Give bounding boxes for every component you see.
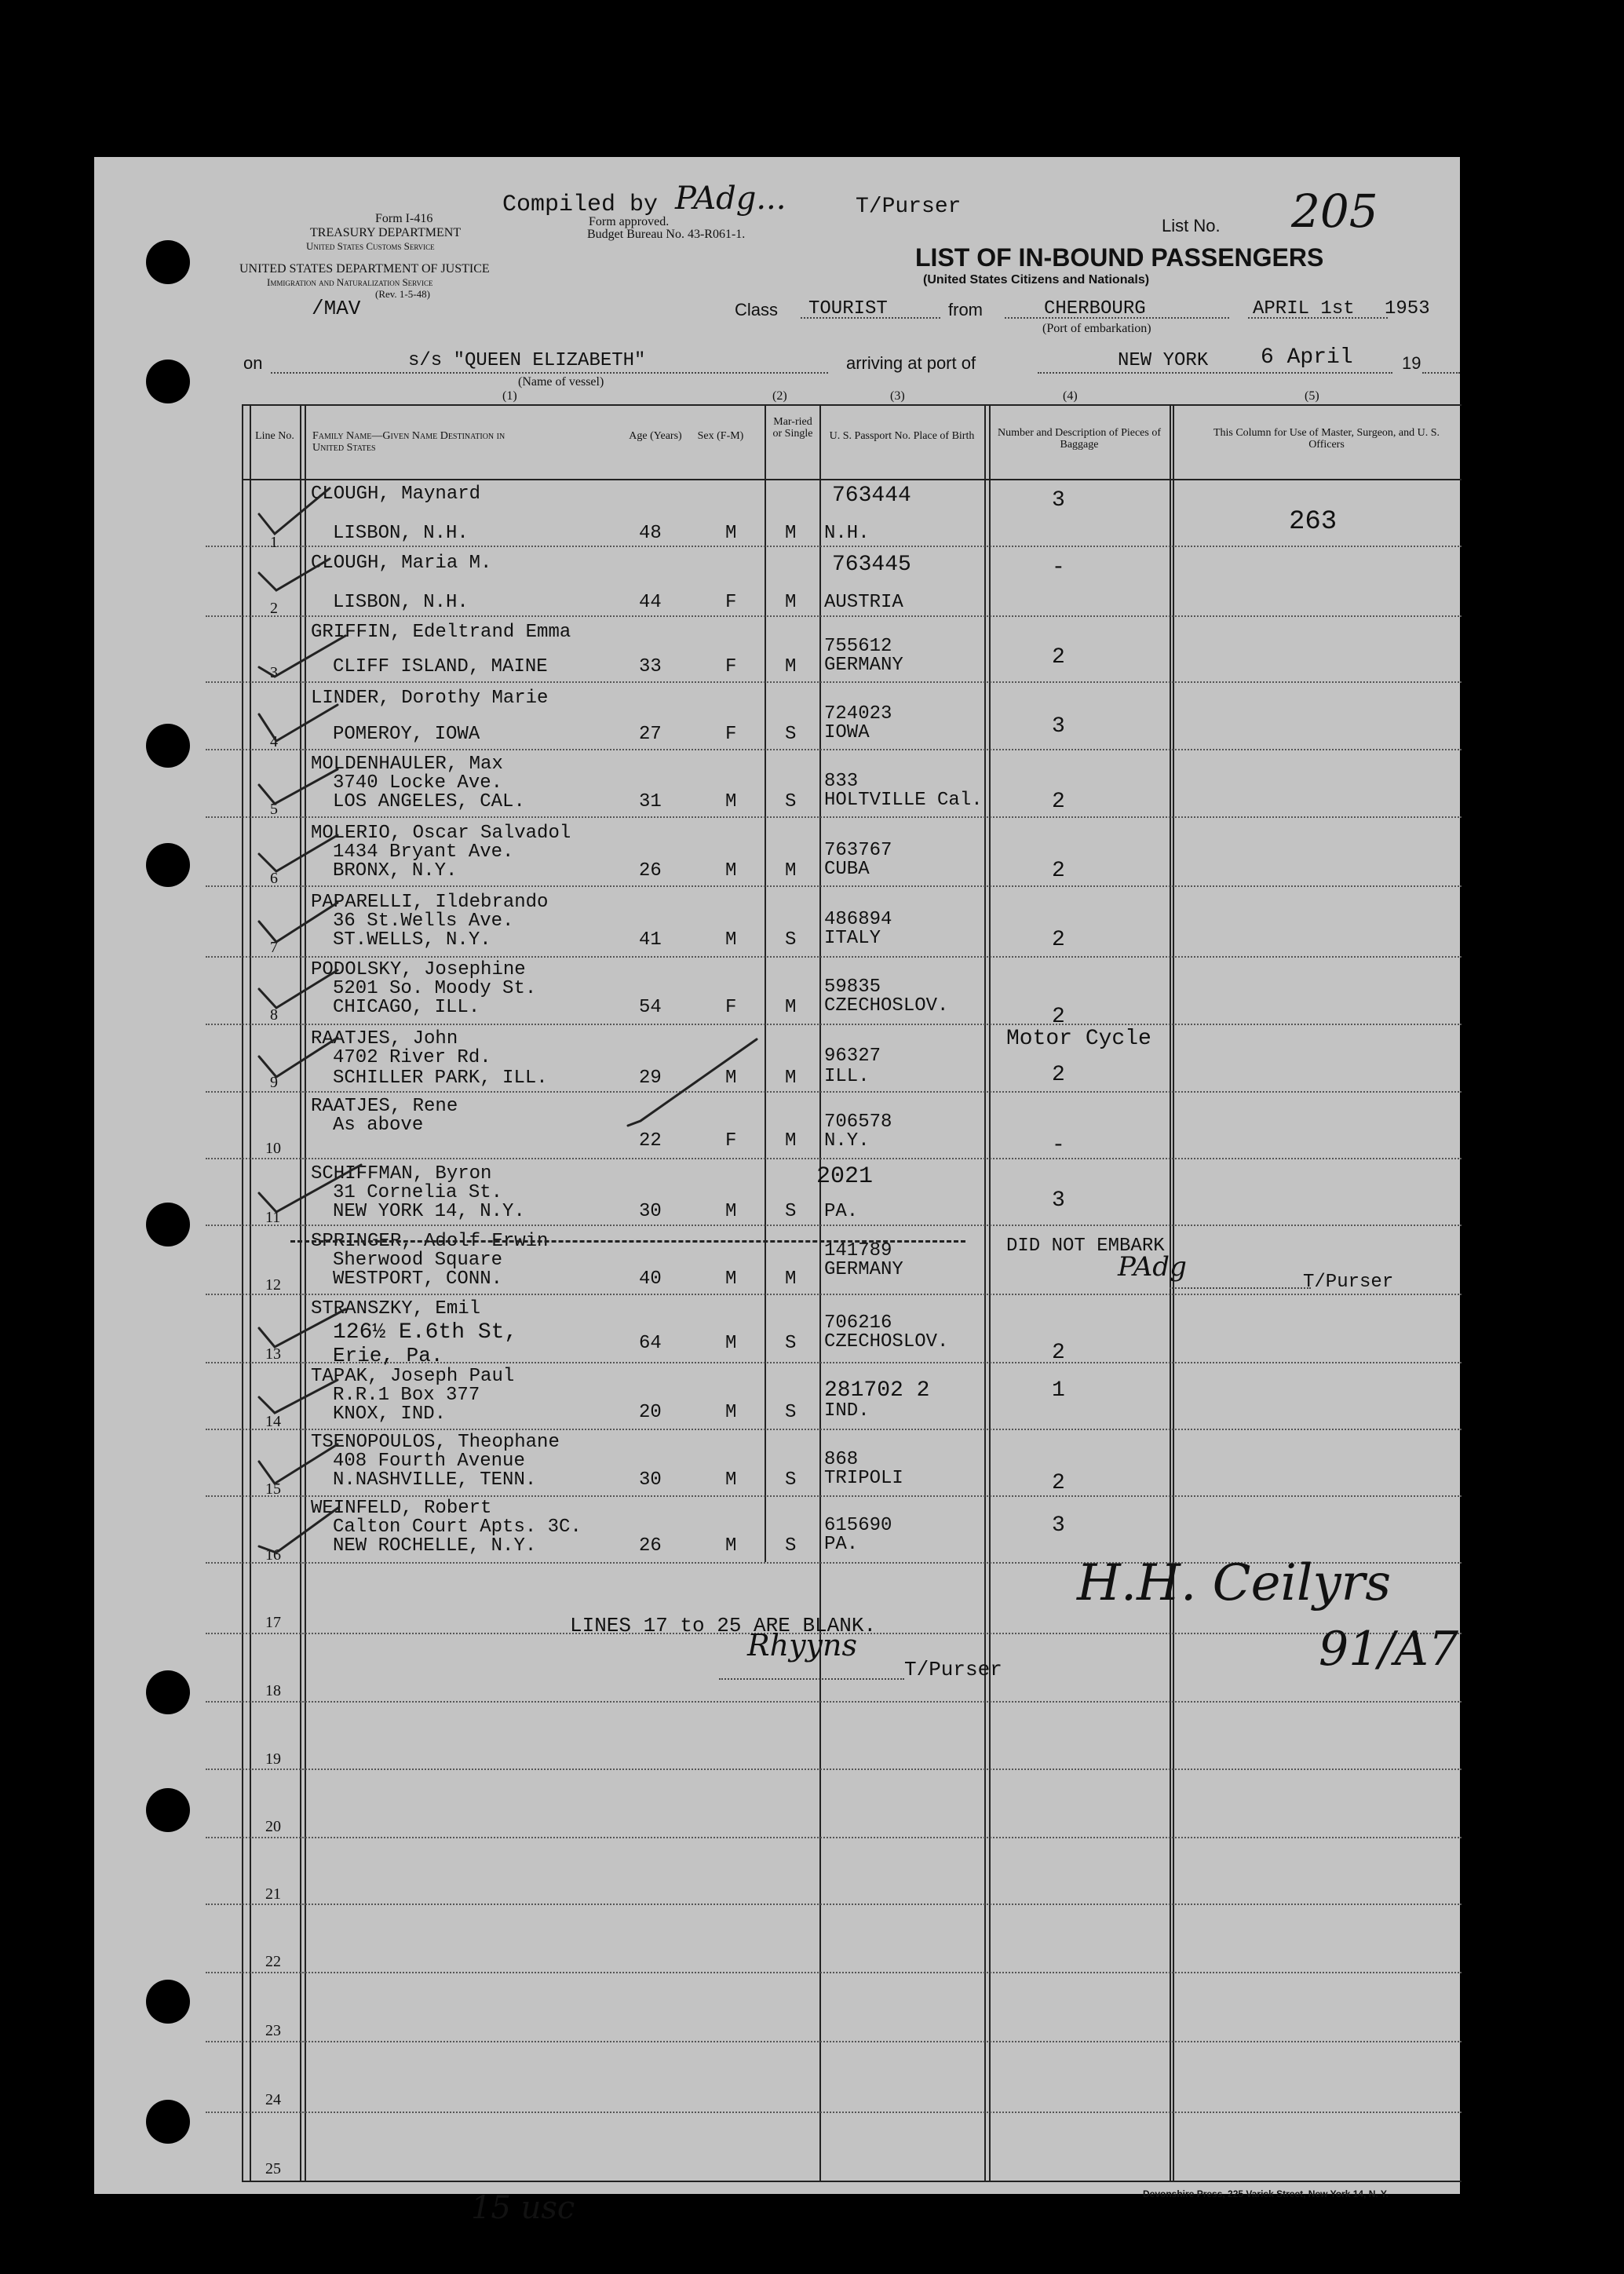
check-mark bbox=[259, 970, 338, 1008]
passenger-name: LINDER, Dorothy Marie bbox=[311, 688, 549, 709]
passenger-age: 29 bbox=[639, 1068, 662, 1089]
passenger-address: Sherwood Square bbox=[333, 1250, 503, 1271]
officer-handwritten-note: 91/A7 bbox=[1319, 1622, 1459, 1677]
form-subtitle: (United States Citizens and Nationals) bbox=[923, 273, 1150, 287]
passenger-destination: N.NASHVILLE, TENN. bbox=[333, 1469, 537, 1491]
passenger-address: 36 St.Wells Ave. bbox=[333, 911, 514, 932]
passenger-sex: M bbox=[725, 1535, 737, 1557]
line-number: 25 bbox=[265, 2160, 281, 2177]
place-of-birth: GERMANY bbox=[824, 1259, 903, 1280]
place-of-birth: TRIPOLI bbox=[824, 1468, 903, 1489]
passport-number: 868 bbox=[824, 1449, 859, 1470]
passenger-destination: LISBON, N.H. bbox=[333, 592, 469, 613]
line-number: 6 bbox=[270, 870, 278, 887]
list-no-label: List No. bbox=[1162, 216, 1221, 235]
line-number: 10 bbox=[265, 1140, 281, 1157]
passenger-sex: M bbox=[725, 1333, 737, 1354]
passenger-sex: F bbox=[725, 724, 737, 745]
arrival-year-prefix: 19 bbox=[1402, 353, 1421, 373]
passenger-destination: KNOX, IND. bbox=[333, 1403, 447, 1425]
baggage: 1 bbox=[1052, 1378, 1065, 1403]
baggage: 2 bbox=[1052, 859, 1065, 883]
col-number-4: (4) bbox=[1063, 389, 1078, 403]
compiled-signature: PAdg... bbox=[675, 181, 786, 217]
passenger-age: 26 bbox=[639, 860, 662, 881]
passenger-marital: M bbox=[785, 1268, 797, 1290]
passenger-destination: NEW YORK 14, N.Y. bbox=[333, 1201, 525, 1222]
purser-title: T/Purser bbox=[1303, 1272, 1394, 1293]
place-of-birth: IND. bbox=[824, 1400, 870, 1422]
passenger-address: R.R.1 Box 377 bbox=[333, 1385, 480, 1406]
line-number: 20 bbox=[265, 1818, 281, 1835]
departure-date: APRIL 1st bbox=[1253, 298, 1355, 319]
class-label: Class bbox=[735, 300, 779, 319]
passenger-sex: M bbox=[725, 1402, 737, 1423]
passenger-name: WEINFELD, Robert bbox=[311, 1498, 492, 1519]
passenger-marital: M bbox=[785, 523, 797, 544]
passenger-address: 3740 Locke Ave. bbox=[333, 772, 503, 794]
passenger-age: 27 bbox=[639, 724, 662, 745]
passenger-destination: Erie, Pa. bbox=[333, 1344, 443, 1367]
col-header-line: Line No. bbox=[255, 430, 294, 442]
place-of-birth: ILL. bbox=[824, 1066, 870, 1087]
check-mark bbox=[259, 769, 338, 804]
passenger-age: 33 bbox=[639, 656, 662, 677]
passenger-age: 26 bbox=[639, 1535, 662, 1557]
passenger-sex: M bbox=[725, 929, 737, 951]
col-header-age: Age (Years) bbox=[629, 430, 682, 442]
passenger-sex: F bbox=[725, 1130, 737, 1152]
line-number: 16 bbox=[265, 1546, 281, 1564]
check-mark bbox=[259, 559, 330, 590]
passenger-age: 31 bbox=[639, 791, 662, 812]
line-number: 22 bbox=[265, 1953, 281, 1970]
check-mark bbox=[259, 488, 330, 534]
line-number: 19 bbox=[265, 1750, 281, 1768]
check-mark bbox=[259, 1309, 345, 1347]
baggage: 2 bbox=[1052, 928, 1065, 952]
baggage: 2 bbox=[1052, 1341, 1065, 1365]
passenger-age: 30 bbox=[639, 1469, 662, 1491]
line-number: 13 bbox=[265, 1345, 281, 1363]
dept-customs: United States Customs Service bbox=[306, 240, 435, 252]
line-number: 4 bbox=[270, 733, 278, 750]
check-mark bbox=[259, 1038, 338, 1077]
baggage: 2 bbox=[1052, 1063, 1065, 1087]
passport-number: 59835 bbox=[824, 976, 881, 998]
passenger-sex: M bbox=[725, 1268, 737, 1290]
place-of-birth: CZECHOSLOV. bbox=[824, 1331, 949, 1352]
port-embark-note: (Port of embarkation) bbox=[1042, 322, 1151, 335]
passport-number: 141789 bbox=[824, 1240, 892, 1261]
passenger-name: TAPAK, Joseph Paul bbox=[311, 1366, 515, 1387]
passenger-marital: S bbox=[785, 1469, 797, 1491]
baggage: - bbox=[1052, 556, 1065, 580]
passport-number: 96327 bbox=[824, 1046, 881, 1067]
line-number: 24 bbox=[265, 2091, 281, 2108]
baggage: 2 bbox=[1052, 790, 1065, 814]
line-number: 2 bbox=[270, 600, 278, 617]
passenger-age: 41 bbox=[639, 929, 662, 951]
check-mark bbox=[259, 636, 345, 677]
passenger-name: MOLERIO, Oscar Salvadol bbox=[311, 823, 571, 844]
arrival-date: 6 April bbox=[1261, 345, 1353, 370]
passenger-name: PODOLSKY, Josephine bbox=[311, 959, 526, 980]
line-number: 9 bbox=[270, 1074, 278, 1091]
col-header-baggage: Number and Description of Pieces of Baggage bbox=[998, 427, 1161, 451]
form-number: Form I-416 bbox=[375, 212, 433, 225]
passenger-marital: S bbox=[785, 1333, 797, 1354]
passenger-destination: CLIFF ISLAND, MAINE bbox=[333, 656, 548, 677]
did-not-embark: DID NOT EMBARK bbox=[1006, 1236, 1165, 1257]
purser-initials: PAdg bbox=[1118, 1251, 1187, 1283]
place-of-birth: ITALY bbox=[824, 928, 881, 949]
passenger-name: GRIFFIN, Edeltrand Emma bbox=[311, 622, 571, 643]
arriving-label: arriving at port of bbox=[846, 353, 976, 373]
passenger-age: 64 bbox=[639, 1333, 662, 1354]
passenger-destination: ST.WELLS, N.Y. bbox=[333, 929, 491, 951]
passenger-name: SPRINGER, Adolf Erwin bbox=[311, 1231, 549, 1252]
place-of-birth: CZECHOSLOV. bbox=[824, 995, 949, 1017]
line-number: 5 bbox=[270, 801, 278, 818]
baggage: 3 bbox=[1052, 1188, 1065, 1213]
passenger-age: 48 bbox=[639, 523, 662, 544]
passport-number: 763444 bbox=[832, 484, 911, 508]
col-header-name: Family Name—Given Name Destination in United States bbox=[312, 430, 505, 454]
passenger-address: 126½ E.6th St, bbox=[333, 1320, 518, 1345]
line-number: 17 bbox=[265, 1614, 281, 1631]
passenger-sex: M bbox=[725, 1068, 737, 1089]
passenger-name: PAPARELLI, Ildebrando bbox=[311, 892, 549, 913]
passenger-address: As above bbox=[333, 1115, 424, 1136]
place-of-birth: N.Y. bbox=[824, 1130, 870, 1152]
passenger-marital: S bbox=[785, 929, 797, 951]
passport-number: 281702 2 bbox=[824, 1378, 930, 1403]
passenger-name: TSENOPOULOS, Theophane bbox=[311, 1432, 560, 1453]
passenger-name: SCHIFFMAN, Byron bbox=[311, 1163, 492, 1184]
passenger-marital: S bbox=[785, 1535, 797, 1557]
check-mark bbox=[259, 1507, 339, 1553]
on-label: on bbox=[243, 353, 263, 373]
baggage: 2 bbox=[1052, 1471, 1065, 1495]
passenger-age: 44 bbox=[639, 592, 662, 613]
passenger-destination: NEW ROCHELLE, N.Y. bbox=[333, 1535, 537, 1557]
passenger-marital: S bbox=[785, 724, 797, 745]
passenger-sex: F bbox=[725, 592, 737, 613]
col-header-officers: This Column for Use of Master, Surgeon, and U. S. Officers bbox=[1213, 427, 1440, 451]
passenger-destination: SCHILLER PARK, ILL. bbox=[333, 1068, 548, 1089]
line-number: 21 bbox=[265, 1885, 281, 1903]
passenger-marital: M bbox=[785, 997, 797, 1018]
form-title: LIST OF IN-BOUND PASSENGERS bbox=[915, 243, 1324, 272]
baggage: 2 bbox=[1052, 645, 1065, 670]
passenger-age: 30 bbox=[639, 1201, 662, 1222]
line-number: 7 bbox=[270, 939, 278, 956]
col-header-passport: U. S. Passport No. Place of Birth bbox=[829, 430, 975, 442]
list-no: 205 bbox=[1291, 184, 1378, 238]
passport-number: 615690 bbox=[824, 1515, 892, 1536]
passenger-sex: F bbox=[725, 656, 737, 677]
passenger-destination: LOS ANGELES, CAL. bbox=[333, 791, 525, 812]
from-value: CHERBOURG bbox=[1044, 298, 1146, 319]
passenger-age: 20 bbox=[639, 1402, 662, 1423]
baggage: 3 bbox=[1052, 1513, 1065, 1538]
passenger-destination: CHICAGO, ILL. bbox=[333, 997, 480, 1018]
budget-bureau: Budget Bureau No. 43-R061-1. bbox=[587, 228, 746, 241]
passenger-sex: M bbox=[725, 1469, 737, 1491]
place-of-birth: GERMANY bbox=[824, 655, 903, 676]
passenger-sex: M bbox=[725, 1201, 737, 1222]
col-number-1: (1) bbox=[502, 389, 517, 403]
passenger-address: Calton Court Apts. 3C. bbox=[333, 1517, 582, 1538]
check-mark bbox=[259, 1165, 361, 1212]
passenger-marital: M bbox=[785, 860, 797, 881]
place-of-birth: PA. bbox=[824, 1534, 859, 1555]
place-of-birth: HOLTVILLE Cal. bbox=[824, 790, 983, 811]
revision: (Rev. 1-5-48) bbox=[375, 288, 430, 300]
line-number: 18 bbox=[265, 1682, 281, 1699]
passport-number: 724023 bbox=[824, 703, 892, 725]
passenger-marital: M bbox=[785, 1068, 797, 1089]
baggage: 3 bbox=[1052, 488, 1065, 513]
line-number: 1 bbox=[270, 534, 278, 551]
place-of-birth: N.H. bbox=[824, 523, 870, 544]
passenger-marital: M bbox=[785, 592, 797, 613]
passenger-address: 5201 So. Moody St. bbox=[333, 978, 537, 999]
place-of-birth: AUSTRIA bbox=[824, 592, 903, 613]
passenger-marital: M bbox=[785, 1130, 797, 1152]
place-of-birth: PA. bbox=[824, 1201, 859, 1222]
line-number: 14 bbox=[265, 1413, 281, 1430]
place-of-birth: IOWA bbox=[824, 722, 870, 743]
baggage: 2 bbox=[1052, 1005, 1065, 1029]
officer-note: 263 bbox=[1289, 507, 1338, 537]
passenger-marital: S bbox=[785, 1402, 797, 1423]
check-mark bbox=[628, 1039, 757, 1126]
passenger-address: 408 Fourth Avenue bbox=[333, 1451, 525, 1472]
departure-year: 1953 bbox=[1385, 298, 1430, 319]
class-value: TOURIST bbox=[808, 298, 888, 319]
passenger-sex: M bbox=[725, 791, 737, 812]
passenger-name: CLOUGH, Maynard bbox=[311, 484, 481, 505]
col-header-sex: Sex (F-M) bbox=[697, 430, 744, 442]
check-mark bbox=[259, 903, 338, 942]
line-number: 8 bbox=[270, 1006, 278, 1024]
footer-purser-title: T/Purser bbox=[904, 1658, 1002, 1681]
passport-number: 755612 bbox=[824, 636, 892, 657]
passport-number: 486894 bbox=[824, 909, 892, 930]
col-number-5: (5) bbox=[1305, 389, 1319, 403]
passenger-name: CLOUGH, Maria M. bbox=[311, 553, 492, 574]
passenger-address: 31 Cornelia St. bbox=[333, 1182, 503, 1203]
officer-signature: H.H. Ceilyrs bbox=[1077, 1554, 1392, 1612]
passport-number: 2021 bbox=[816, 1163, 874, 1190]
passenger-sex: M bbox=[725, 523, 737, 544]
passport-number: 763767 bbox=[824, 840, 892, 861]
col-number-2: (2) bbox=[772, 389, 787, 403]
compiled-title: T/Purser bbox=[856, 195, 962, 219]
dept-immigration: Immigration and Naturalization Service bbox=[267, 276, 433, 288]
passenger-address: 1434 Bryant Ave. bbox=[333, 841, 514, 863]
baggage: - bbox=[1052, 1133, 1065, 1158]
passenger-sex: M bbox=[725, 860, 737, 881]
passenger-address: 4702 River Rd. bbox=[333, 1047, 491, 1068]
passport-number: 833 bbox=[824, 771, 859, 792]
passenger-marital: S bbox=[785, 791, 797, 812]
line-number: 15 bbox=[265, 1480, 281, 1498]
passenger-marital: S bbox=[785, 1201, 797, 1222]
line-number: 23 bbox=[265, 2022, 281, 2039]
passenger-name: RAATJES, John bbox=[311, 1028, 458, 1049]
passenger-destination: POMEROY, IOWA bbox=[333, 724, 480, 745]
passenger-destination: LISBON, N.H. bbox=[333, 523, 469, 544]
line-number: 3 bbox=[270, 664, 278, 681]
passenger-destination: BRONX, N.Y. bbox=[333, 860, 458, 881]
passenger-destination: WESTPORT, CONN. bbox=[333, 1268, 503, 1290]
passenger-name: MOLDENHAULER, Max bbox=[311, 754, 503, 775]
check-mark bbox=[259, 835, 338, 871]
baggage-description: Motor Cycle bbox=[1006, 1027, 1151, 1051]
purser-signature: Rhyyns bbox=[747, 1628, 857, 1663]
printer-imprint: Devonshire Press, 225 Varick Street, New York 14, N. Y. bbox=[1143, 2188, 1389, 2199]
baggage: 3 bbox=[1052, 714, 1065, 739]
vessel-name: s/s "QUEEN ELIZABETH" bbox=[408, 350, 646, 371]
check-mark bbox=[259, 1380, 338, 1413]
initials: /MAV bbox=[312, 297, 361, 320]
passport-number: 763445 bbox=[832, 553, 911, 577]
passport-number: 706578 bbox=[824, 1111, 892, 1133]
bottom-handwritten-note: 15 usc bbox=[471, 2190, 575, 2226]
dept-treasury: TREASURY DEPARTMENT bbox=[310, 226, 462, 239]
passenger-marital: M bbox=[785, 656, 797, 677]
passenger-age: 54 bbox=[639, 997, 662, 1018]
place-of-birth: CUBA bbox=[824, 859, 870, 880]
passenger-name: STRANSZKY, Emil bbox=[311, 1298, 481, 1320]
passport-number: 706216 bbox=[824, 1312, 892, 1334]
from-label: from bbox=[948, 300, 983, 319]
dept-justice: UNITED STATES DEPARTMENT OF JUSTICE bbox=[239, 262, 490, 276]
check-mark bbox=[259, 1444, 338, 1484]
compiled-by-label: Compiled by bbox=[502, 192, 659, 218]
passenger-sex: F bbox=[725, 997, 737, 1018]
passenger-age: 22 bbox=[639, 1130, 662, 1152]
col-number-3: (3) bbox=[890, 389, 905, 403]
passenger-name: RAATJES, Rene bbox=[311, 1096, 458, 1117]
blank-lines-note: LINES 17 to 25 ARE BLANK. bbox=[570, 1614, 877, 1637]
vessel-note: (Name of vessel) bbox=[518, 375, 604, 389]
col-header-married: Mar-ried or Single bbox=[772, 416, 813, 440]
arrival-port: NEW YORK bbox=[1118, 350, 1209, 371]
check-mark bbox=[259, 705, 338, 741]
passenger-age: 40 bbox=[639, 1268, 662, 1290]
form-approved: Form approved. bbox=[589, 215, 670, 228]
line-number: 11 bbox=[265, 1209, 281, 1226]
line-number: 12 bbox=[265, 1276, 281, 1294]
